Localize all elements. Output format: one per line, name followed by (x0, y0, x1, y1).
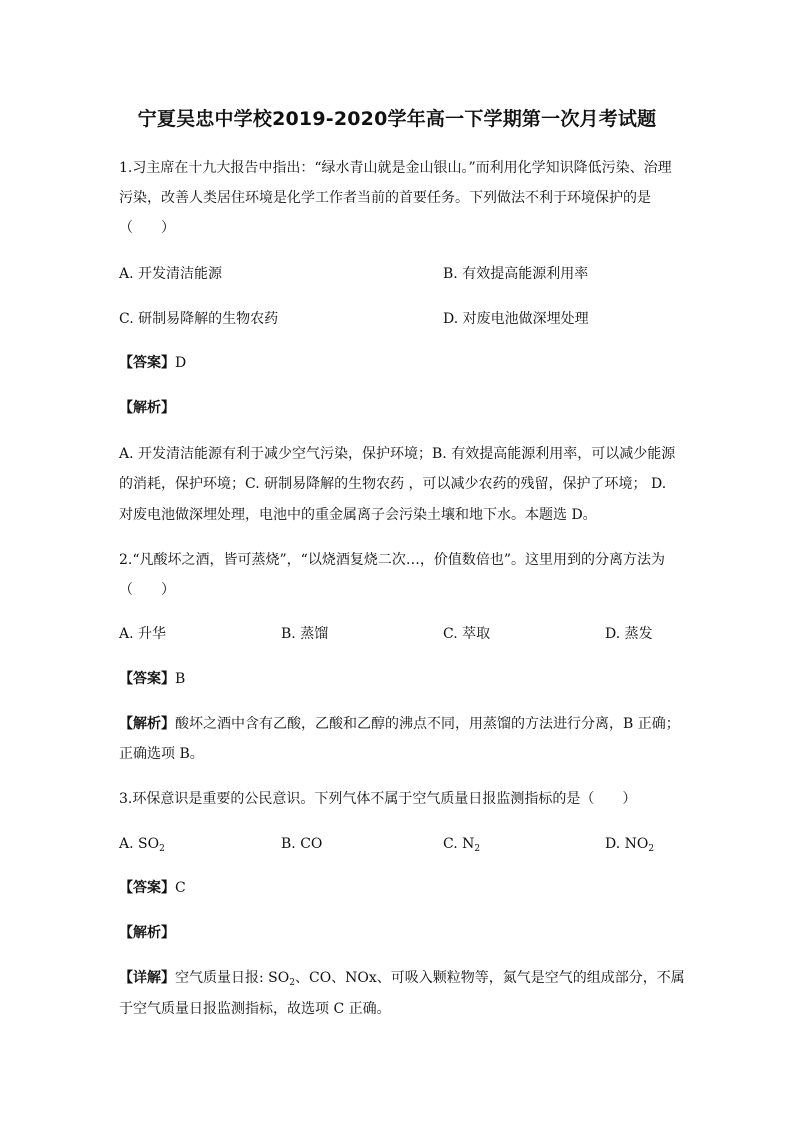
q3-stem-line: 3.环保意识是重要的公民意识。下列气体不属于空气质量日报监测指标的是（ ） (119, 791, 637, 807)
q3-option-b (281, 834, 322, 854)
answer-value: B (175, 671, 186, 687)
option-text: C. N (443, 836, 475, 852)
page-title: 宁夏吴忠中学校2019-2020学年高一下学期第一次月考试题 (137, 108, 657, 130)
option-text: B. CO (281, 836, 323, 852)
q3-option-c (443, 834, 480, 854)
analysis-text: 酸坏之酒中含有乙酸，乙酸和乙醇的沸点不同，用蒸馏的方法进行分离，B 正确； (175, 716, 680, 732)
detail-label: 【详解】 (119, 970, 175, 986)
q1-answer (119, 353, 186, 373)
detail-text-b: 、CO、NOx、可吸入颗粒物等，氮气是空气的组成部分，不属 (294, 970, 685, 986)
option-subscript: 2 (474, 844, 481, 854)
q1-analysis-line-2: 的消耗，保护环境；C. 研制易降解的生物农药 ，可以减少农药的残留，保护了环境； D. (119, 476, 667, 492)
answer-value: D (175, 355, 187, 371)
option-subscript: 2 (159, 844, 165, 854)
q2-option-b: B. 蒸馏 (281, 626, 329, 642)
q1-analysis-label: 【解析】 (119, 400, 175, 416)
q1-option-c: C. 研制易降解的生物农药 (119, 311, 279, 327)
q2-analysis-line-2: 正确选项 B。 (119, 746, 204, 762)
detail-text-a: 空气质量日报: SO (175, 970, 290, 986)
q3-detail-line-1 (119, 968, 685, 988)
q2-answer (119, 669, 185, 689)
q2-analysis-line-1 (119, 714, 680, 734)
q1-option-a: A. 开发清洁能源 (119, 266, 223, 282)
option-subscript: 2 (648, 844, 655, 854)
q2-option-d: D. 蒸发 (605, 626, 653, 642)
q2-option-a: A. 升华 (119, 626, 167, 642)
q2-option-c: C. 萃取 (443, 626, 491, 642)
answer-value: C (175, 880, 186, 896)
q1-stem-line-3: （ ） (119, 220, 175, 236)
q3-detail-line-2: 于空气质量日报监测指标，故选项 C 正确。 (119, 1001, 391, 1017)
q2-stem-line-1: 2.“凡酸坏之酒，皆可蒸烧”，“以烧酒复烧二次…，价值数倍也”。这里用到的分离方法为 (119, 552, 665, 568)
q1-option-b: B. 有效提高能源利用率 (443, 266, 589, 282)
q3-option-a (119, 834, 165, 854)
q2-stem-line-2: （ ） (119, 582, 175, 598)
q3-answer (119, 878, 186, 898)
q3-analysis-label: 【解析】 (119, 925, 175, 941)
option-text: A. SO (119, 836, 160, 852)
analysis-label: 【解析】 (119, 716, 175, 732)
q1-analysis-line-3: 对废电池做深埋处理，电池中的重金属离子会污染土壤和地下水。本题选 D。 (119, 507, 597, 523)
answer-label: 【答案】 (119, 355, 175, 371)
q1-option-d: D. 对废电池做深埋处理 (443, 311, 589, 327)
q1-stem-line-1: 1.习主席在十九大报告中指出：“绿水青山就是金山银山。”而利用化学知识降低污染、治理 (119, 160, 672, 176)
answer-label: 【答案】 (119, 671, 175, 687)
answer-label: 【答案】 (119, 880, 175, 896)
q3-option-d (605, 834, 654, 854)
q1-stem-line-2: 污染，改善人类居住环境是化学工作者当前的首要任务。下列做法不利于环境保护的是 (119, 190, 651, 206)
option-text: D. NO (605, 836, 649, 852)
detail-subscript: 2 (289, 978, 295, 988)
q1-analysis-line-1: A. 开发清洁能源有利于减少空气污染，保护环境；B. 有效提高能源利用率，可以减少能源 (119, 446, 676, 462)
